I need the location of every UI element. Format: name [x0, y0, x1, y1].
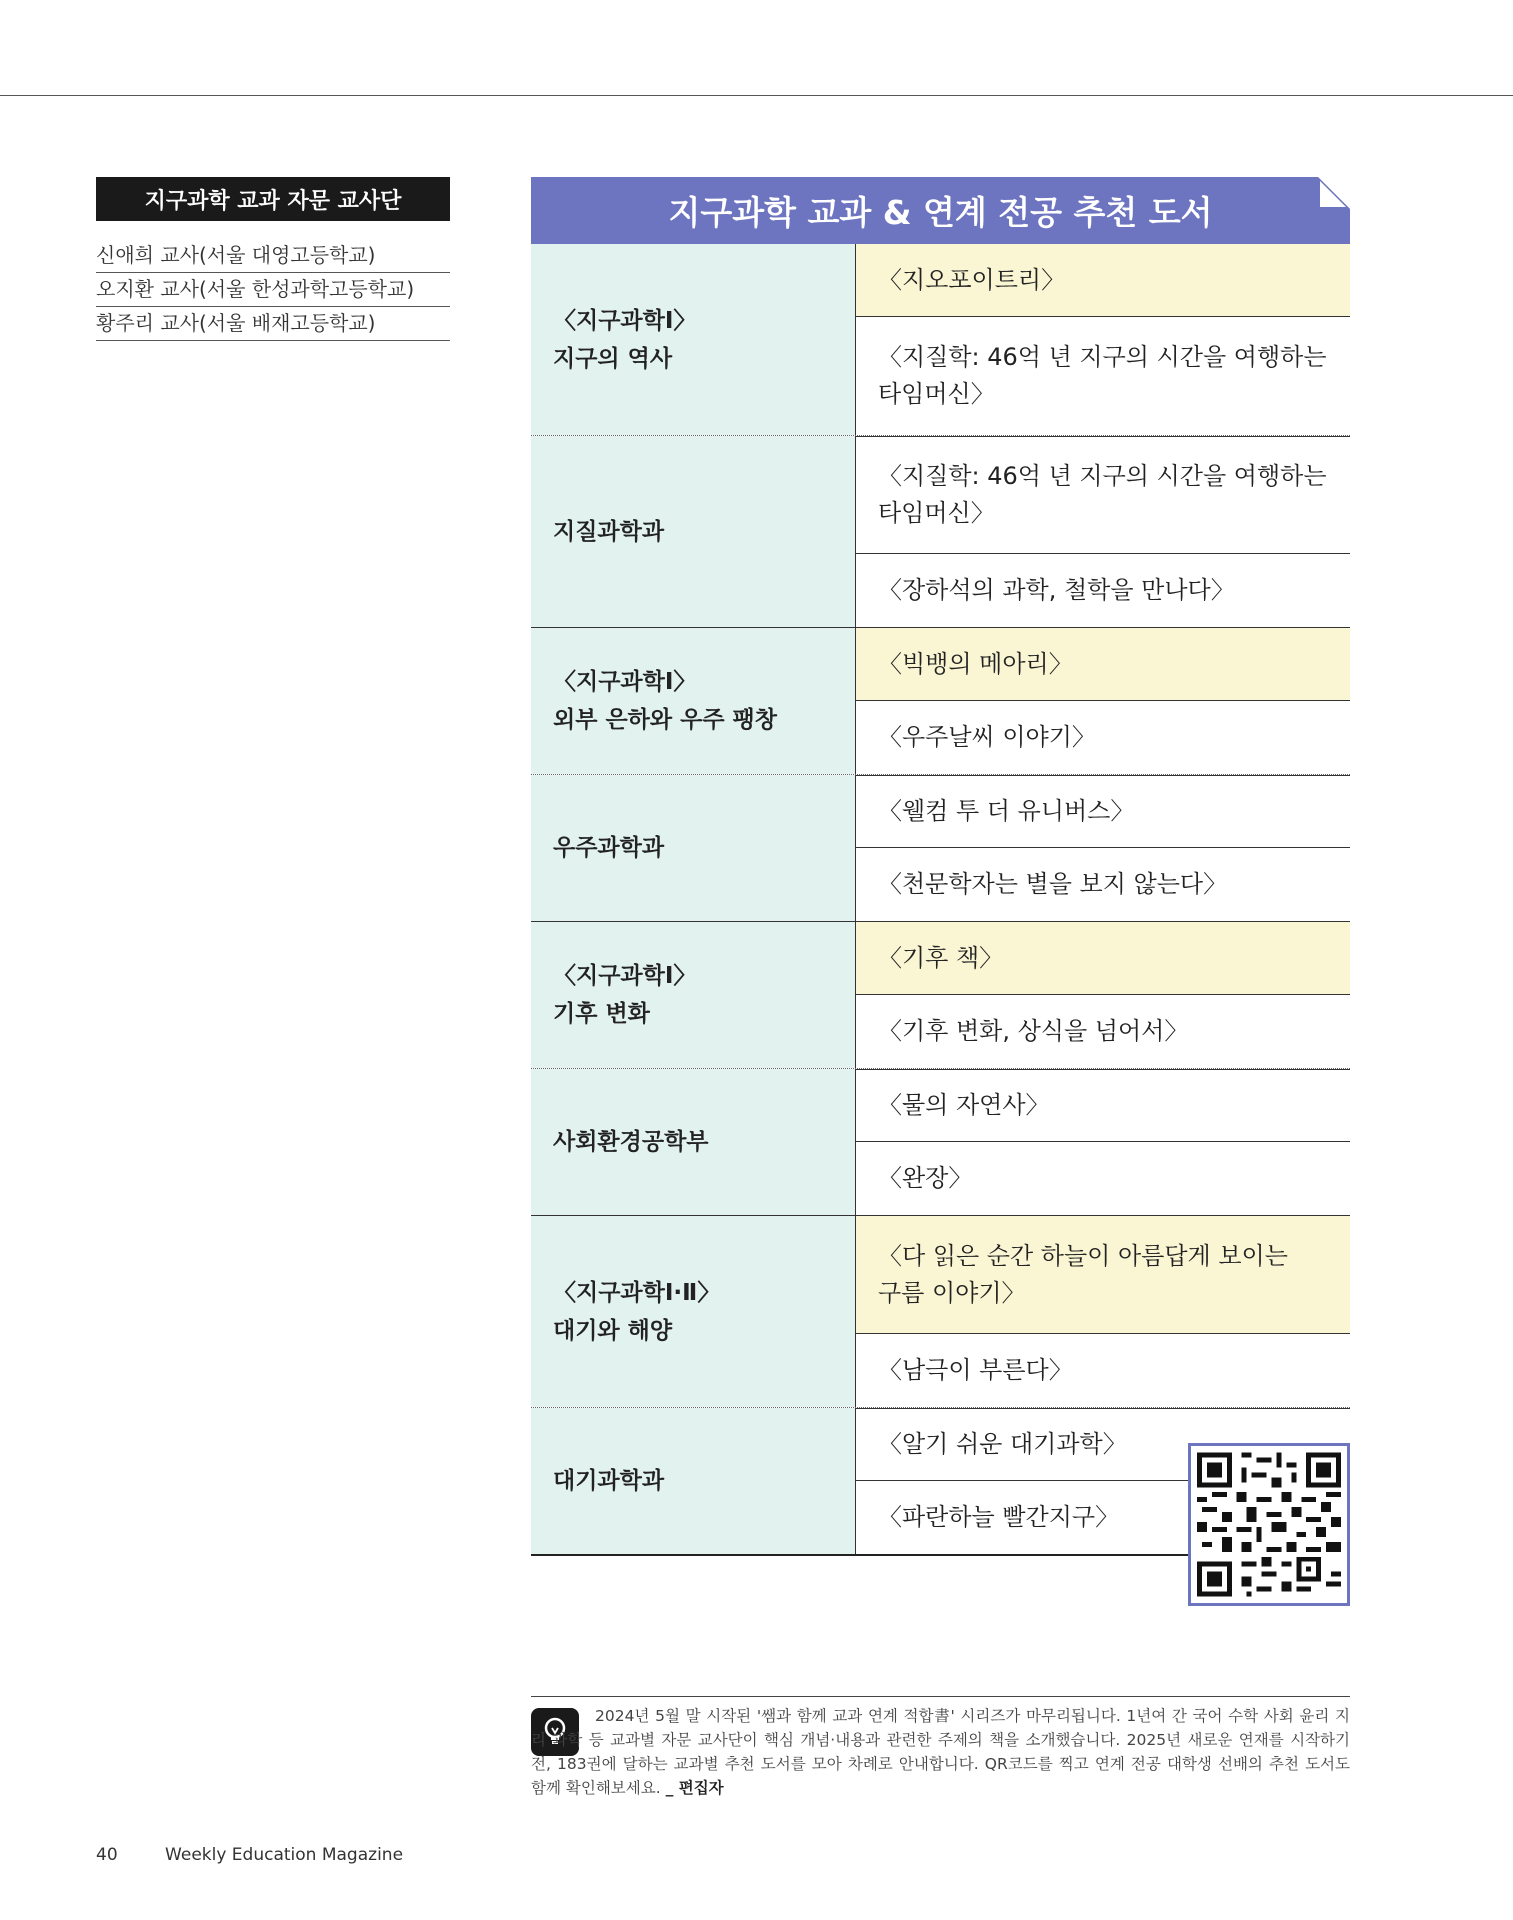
- book-cell: [856, 995, 1350, 1068]
- major-cell: [531, 436, 856, 627]
- subject-line: 외부 은하와 우주 팽창: [553, 707, 777, 733]
- table-group: [531, 628, 1350, 775]
- subject-cell: [531, 244, 856, 435]
- book-title: 〈지질학: 46억 년 지구의 시간을 여행하는: [878, 343, 1327, 371]
- book-cell: [856, 436, 1350, 554]
- major-cell: [531, 1408, 856, 1554]
- advisor-item: 오지환 교사(서울 한성과학고등학교): [96, 273, 450, 307]
- book-title: 〈파란하늘 빨간지구〉: [878, 1503, 1120, 1531]
- book-cell: [856, 244, 1350, 317]
- book-cell: [856, 1216, 1350, 1334]
- major-line: 우주과학과: [553, 835, 665, 861]
- book-title: 〈지오포이트리〉: [878, 265, 1066, 294]
- advisor-panel-title: 지구과학 교과 자문 교사단: [96, 177, 450, 221]
- book-title: 〈지질학: 46억 년 지구의 시간을 여행하는: [878, 462, 1327, 490]
- subject-line: 〈지구과학Ⅰ〉: [553, 307, 697, 334]
- table-group: [531, 244, 1350, 436]
- editor-note-text: 2024년 5월 말 시작된 '쌤과 함께 교과 연계 적합書' 시리즈가 마무리됩니다. 1년여 간 국어 수학 사회 윤리 지리 과학 등 교과별 자문 교사단이 핵심 개념·내용과 관련한 주제의 책을 소개했습니다. 2025년 새로운 연재를 시작하기 전, 183권에 달하는 교과별 추천 도서를 모아 차례로 안내합니다. QR코드를 찍고 연계 전공 대학생 선배의 추천 도서도 함께 확인해보세요.: [531, 1707, 1350, 1797]
- publication-name: Weekly Education Magazine: [165, 1845, 404, 1865]
- table-title: [531, 177, 1350, 244]
- book-title: 〈빅뱅의 메아리〉: [878, 649, 1073, 678]
- subject-line: 대기와 해양: [553, 1317, 673, 1344]
- table-group: [531, 922, 1350, 1069]
- book-cell: [856, 1334, 1350, 1407]
- major-cell: [531, 775, 856, 921]
- book-title: 〈장하석의 과학, 철학을 만나다〉: [878, 576, 1235, 604]
- book-cell: [856, 1069, 1350, 1142]
- book-title: 〈기후 변화, 상식을 넘어서〉: [878, 1017, 1189, 1045]
- table-group: [531, 1216, 1350, 1408]
- subject-line: 기후 변화: [553, 1001, 650, 1027]
- book-title-cont: 구름 이야기〉: [878, 1278, 1026, 1307]
- book-title: 〈웰컴 투 더 유니버스〉: [878, 797, 1135, 825]
- page-footer: [96, 1845, 403, 1865]
- book-title: 〈남극이 부른다〉: [878, 1356, 1073, 1384]
- subject-cell: [531, 922, 856, 1068]
- major-line: 사회환경공학부: [553, 1129, 709, 1155]
- book-title: 〈완장〉: [878, 1164, 973, 1192]
- subject-line: 〈지구과학Ⅰ〉: [553, 669, 697, 695]
- note-rule: [531, 1696, 1350, 1697]
- book-title: 〈다 읽은 순간 하늘이 아름답게 보이는: [878, 1241, 1288, 1270]
- table-title-text: 지구과학 교과 & 연계 전공 추천 도서: [668, 193, 1213, 232]
- book-title: 〈천문학자는 별을 보지 않는다〉: [878, 870, 1228, 898]
- book-table: [531, 177, 1350, 1556]
- book-cell: [856, 317, 1350, 435]
- advisor-list: [96, 239, 450, 341]
- book-title: 〈알기 쉬운 대기과학〉: [878, 1430, 1127, 1458]
- advisor-item: 황주리 교사(서울 배재고등학교): [96, 307, 450, 341]
- subject-cell: [531, 1216, 856, 1407]
- major-line: 지질과학과: [553, 518, 665, 545]
- major-cell: [531, 1069, 856, 1215]
- editor-note: [531, 1704, 1350, 1800]
- subject-cell: [531, 628, 856, 774]
- book-title: 〈우주날씨 이야기〉: [878, 723, 1096, 751]
- book-title: 〈물의 자연사〉: [878, 1091, 1050, 1119]
- advisor-panel: [96, 177, 450, 341]
- book-cell: [856, 848, 1350, 921]
- qr-code[interactable]: [1188, 1443, 1350, 1606]
- major-line: 대기과학과: [553, 1468, 665, 1494]
- book-cell: [856, 701, 1350, 774]
- subject-line: 〈지구과학Ⅰ·Ⅱ〉: [553, 1279, 721, 1306]
- subject-line: 지구의 역사: [553, 345, 673, 372]
- editor-signature: _ 편집자: [665, 1779, 724, 1797]
- page-number: 40: [96, 1845, 118, 1865]
- book-cell: [856, 628, 1350, 701]
- qr-code-icon: [1197, 1452, 1341, 1597]
- book-cell: [856, 1142, 1350, 1215]
- book-cell: [856, 922, 1350, 995]
- book-title-cont: 타임머신〉: [878, 380, 995, 408]
- page-fold-icon: [1318, 177, 1350, 209]
- table-group: [531, 1069, 1350, 1216]
- subject-line: 〈지구과학Ⅰ〉: [553, 963, 697, 989]
- table-group: [531, 775, 1350, 922]
- book-cell: [856, 775, 1350, 848]
- top-rule: [0, 95, 1513, 96]
- book-cell: [856, 554, 1350, 627]
- advisor-item: 신애희 교사(서울 대영고등학교): [96, 239, 450, 273]
- table-group: [531, 436, 1350, 628]
- book-title-cont: 타임머신〉: [878, 499, 995, 527]
- book-title: 〈기후 책〉: [878, 943, 1004, 972]
